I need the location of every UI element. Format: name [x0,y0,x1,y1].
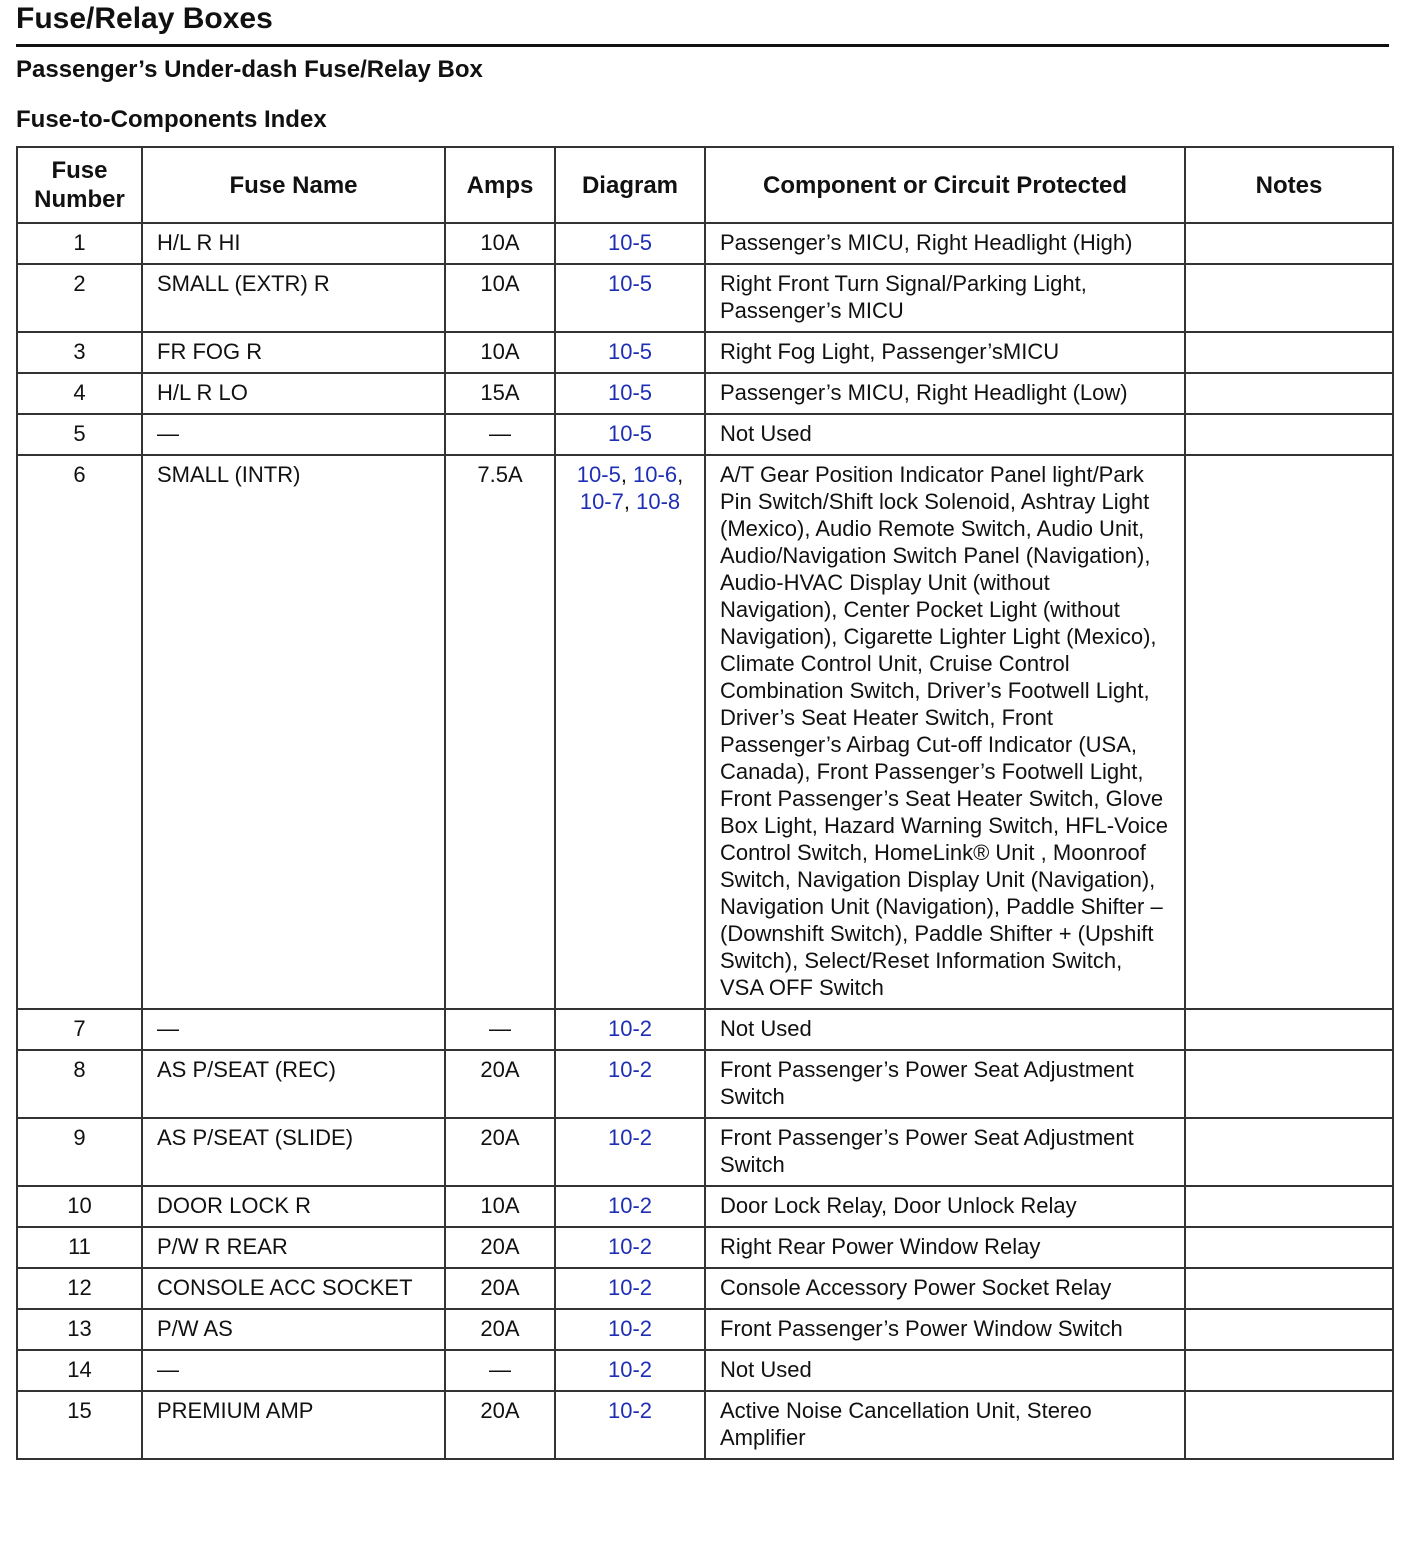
diagram-link[interactable]: 10-5 [555,223,705,264]
table-row [17,264,1393,332]
diagram-link[interactable]: 10-2 [555,1009,705,1050]
fuse-number-cell: 3 [17,332,142,373]
notes-cell [1185,455,1393,1009]
page-title: Fuse/Relay Boxes [16,2,273,35]
amps-cell: 10A [445,1186,555,1227]
fuse-number-cell: 2 [17,264,142,332]
diagram-link[interactable]: 10-2 [555,1350,705,1391]
table-row [17,455,1393,1009]
fuse-name-cell: SMALL (EXTR) R [142,264,445,332]
diagram-link[interactable]: 10-5 [576,462,621,487]
column-header-fuse-name: Fuse Name [142,147,445,223]
fuse-name-cell: CONSOLE ACC SOCKET [142,1268,445,1309]
notes-cell [1185,1118,1393,1186]
table-row [17,1118,1393,1186]
amps-cell: 10A [445,264,555,332]
component-cell: Right Front Turn Signal/Parking Light, Passenger’s MICU [705,264,1185,332]
component-cell: Not Used [705,414,1185,455]
fuse-name-cell: AS P/SEAT (REC) [142,1050,445,1118]
notes-cell [1185,1050,1393,1118]
amps-cell: 20A [445,1050,555,1118]
fuse-name-cell: — [142,1009,445,1050]
column-header-fuse-number: Fuse Number [17,147,142,223]
component-cell: Front Passenger’s Power Seat Adjustment Switch [705,1118,1185,1186]
diagram-link[interactable]: 10-2 [555,1118,705,1186]
table-row [17,373,1393,414]
notes-cell [1185,264,1393,332]
fuse-name-cell: SMALL (INTR) [142,455,445,1009]
notes-cell [1185,1009,1393,1050]
notes-cell [1185,1350,1393,1391]
fuse-name-cell: — [142,414,445,455]
amps-cell: — [445,1350,555,1391]
fuse-number-cell: 9 [17,1118,142,1186]
amps-cell: 10A [445,223,555,264]
amps-cell: 20A [445,1268,555,1309]
fuse-number-cell: 1 [17,223,142,264]
fuse-name-cell: — [142,1350,445,1391]
diagram-link[interactable]: 10-2 [555,1391,705,1459]
diagram-link[interactable]: 10-8 [636,489,681,514]
diagram-link[interactable]: 10-7 [579,489,624,514]
notes-cell [1185,1227,1393,1268]
diagram-link[interactable]: 10-2 [555,1309,705,1350]
diagram-link[interactable]: 10-5 [555,264,705,332]
fuse-table [16,146,1394,1460]
component-cell: Right Rear Power Window Relay [705,1227,1185,1268]
fuse-number-cell: 10 [17,1186,142,1227]
component-cell: Not Used [705,1350,1185,1391]
table-row [17,1268,1393,1309]
amps-cell: 15A [445,373,555,414]
notes-cell [1185,373,1393,414]
table-row [17,1350,1393,1391]
component-cell: Door Lock Relay, Door Unlock Relay [705,1186,1185,1227]
diagram-links: 10-5, 10-6, 10-7, 10-8 [555,455,705,1009]
component-cell: Console Accessory Power Socket Relay [705,1268,1185,1309]
table-row [17,1227,1393,1268]
fuse-name-cell: P/W AS [142,1309,445,1350]
fuse-name-cell: AS P/SEAT (SLIDE) [142,1118,445,1186]
notes-cell [1185,332,1393,373]
column-header-component: Component or Circuit Protected [705,147,1185,223]
table-row [17,1009,1393,1050]
column-header-amps: Amps [445,147,555,223]
fuse-name-cell: H/L R HI [142,223,445,264]
diagram-link[interactable]: 10-2 [555,1268,705,1309]
fuse-name-cell: DOOR LOCK R [142,1186,445,1227]
component-cell: Front Passenger’s Power Window Switch [705,1309,1185,1350]
amps-cell: — [445,1009,555,1050]
amps-cell: 20A [445,1118,555,1186]
notes-cell [1185,223,1393,264]
amps-cell: — [445,414,555,455]
fuse-number-cell: 8 [17,1050,142,1118]
diagram-link[interactable]: 10-5 [555,332,705,373]
fuse-number-cell: 7 [17,1009,142,1050]
table-row [17,1391,1393,1459]
fuse-number-cell: 6 [17,455,142,1009]
notes-cell [1185,1186,1393,1227]
diagram-link[interactable]: 10-2 [555,1050,705,1118]
table-row [17,1309,1393,1350]
notes-cell [1185,1309,1393,1350]
component-cell: A/T Gear Position Indicator Panel light/Park Pin Switch/Shift lock Solenoid, Ashtray Light (Mexico), Audio Remote Switch, Audio Unit, Audio/Navigation Switch Panel (Navigation), Audio-HVAC Display Unit (without Navigation), Center Pocket Light (without Navigation), Cigarette Lighter Light (Mexico), Climate Control Unit, Cruise Control Combination Switch, Driver’s Footwell Light, Driver’s Seat Heater Switch, Front Passenger’s Airbag Cut-off Indicator (USA, Canada), Front Passenger’s Footwell Light, Front Passenger’s Seat Heater Switch, Glove Box Light, Hazard Warning Switch, HFL-Voice Control Switch, HomeLink® Unit , Moonroof Switch, Navigation Display Unit (Navigation), Navigation Unit (Navigation), Paddle Shifter – (Downshift Switch), Paddle Shifter + (Upshift Switch), Select/Reset Information Switch, VSA OFF Switch [705,455,1185,1009]
table-row [17,1050,1393,1118]
index-title: Fuse-to-Components Index [16,106,327,133]
amps-cell: 20A [445,1309,555,1350]
column-header-diagram: Diagram [555,147,705,223]
fuse-number-cell: 5 [17,414,142,455]
diagram-link[interactable]: 10-5 [555,414,705,455]
diagram-link[interactable]: 10-2 [555,1186,705,1227]
fuse-number-cell: 15 [17,1391,142,1459]
section-title: Passenger’s Under-dash Fuse/Relay Box [16,56,483,83]
component-cell: Front Passenger’s Power Seat Adjustment Switch [705,1050,1185,1118]
fuse-name-cell: PREMIUM AMP [142,1391,445,1459]
fuse-name-cell: P/W R REAR [142,1227,445,1268]
diagram-link[interactable]: 10-6 [633,462,678,487]
component-cell: Passenger’s MICU, Right Headlight (Low) [705,373,1185,414]
component-cell: Passenger’s MICU, Right Headlight (High) [705,223,1185,264]
amps-cell: 10A [445,332,555,373]
column-header-notes: Notes [1185,147,1393,223]
table-row [17,223,1393,264]
amps-cell: 7.5A [445,455,555,1009]
fuse-number-cell: 14 [17,1350,142,1391]
component-cell: Right Fog Light, Passenger’sMICU [705,332,1185,373]
fuse-name-cell: H/L R LO [142,373,445,414]
fuse-number-cell: 11 [17,1227,142,1268]
notes-cell [1185,414,1393,455]
component-cell: Not Used [705,1009,1185,1050]
amps-cell: 20A [445,1391,555,1459]
fuse-number-cell: 4 [17,373,142,414]
notes-cell [1185,1391,1393,1459]
diagram-link[interactable]: 10-2 [555,1227,705,1268]
table-row [17,332,1393,373]
notes-cell [1185,1268,1393,1309]
component-cell: Active Noise Cancellation Unit, Stereo Amplifier [705,1391,1185,1459]
table-row [17,414,1393,455]
amps-cell: 20A [445,1227,555,1268]
table-row [17,1186,1393,1227]
title-divider [16,44,1389,47]
diagram-link[interactable]: 10-5 [555,373,705,414]
table-header-row [17,147,1393,223]
fuse-name-cell: FR FOG R [142,332,445,373]
fuse-number-cell: 13 [17,1309,142,1350]
fuse-number-cell: 12 [17,1268,142,1309]
